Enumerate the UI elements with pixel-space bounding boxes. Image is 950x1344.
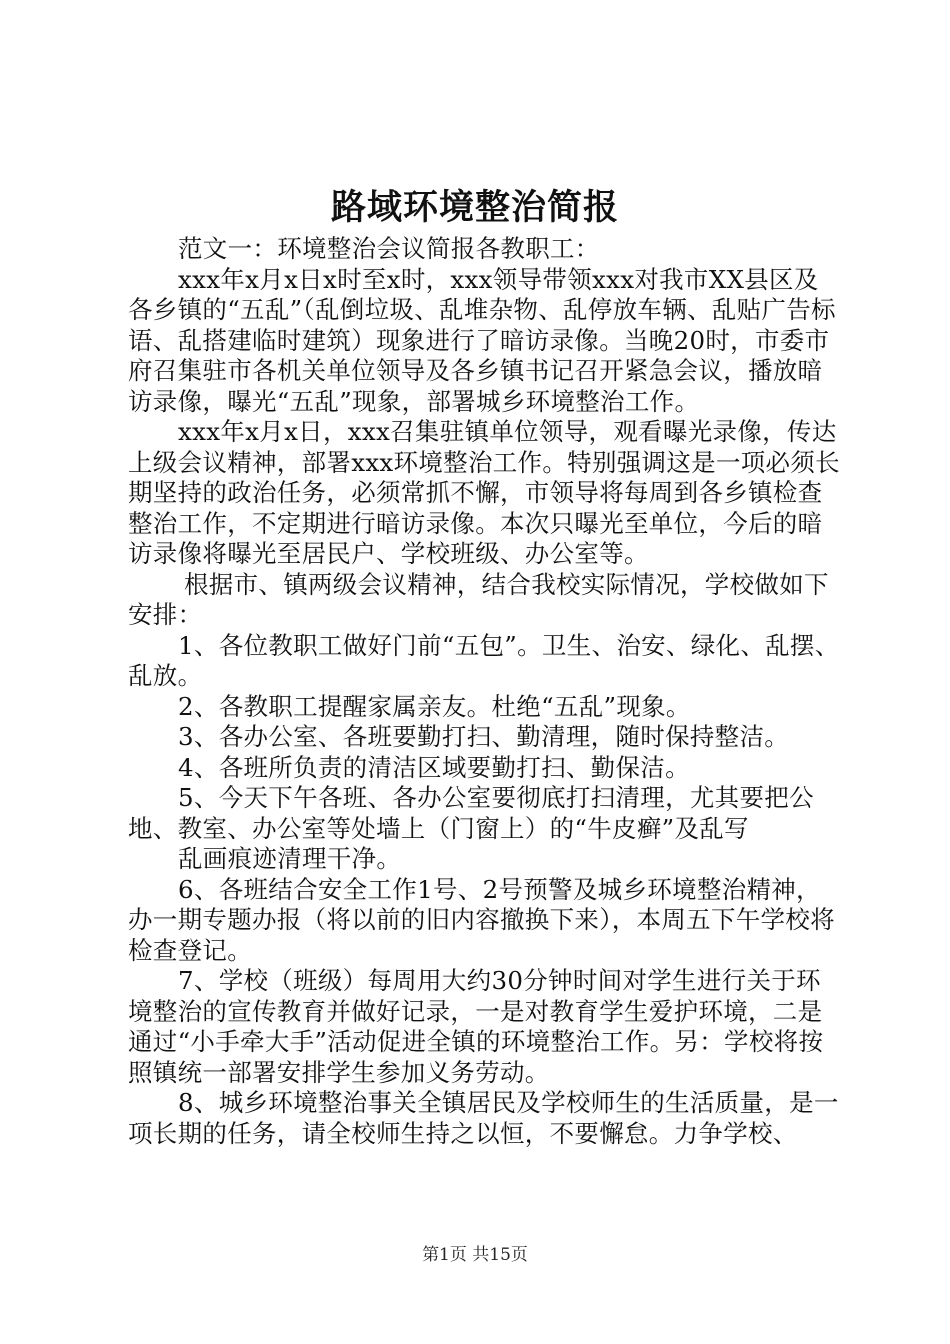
list-item-5: 5、今天下午各班、各办公室要彻底打扫清理，尤其要把公地、教室、办公室等处墙上（门窗上）的“牛皮癣”及乱写 [128, 783, 814, 843]
list-item-4: 4、各班所负责的清洁区域要勤打扫、勤保洁。 [178, 752, 690, 782]
paragraph-1: xxx年x月x日x时至x时，xxx领导带领xxx对我市XX县区及各乡镇的“五乱”（乱倒垃圾、乱堆杂物、乱停放车辆、乱贴广告标语、乱搭建临时建筑）现象进行了暗访录像。当晚20时，市委市府召集驻市各机关单位领导及各乡镇书记召开紧急会议，播放暗访录像，曝光“五乱”现象，部署城乡环境整治工作。 [128, 264, 836, 416]
list-item-5-continued: 乱画痕迹清理干净。 [178, 844, 402, 873]
paragraph-2: xxx年x月x日，xxx召集驻镇单位领导，观看曝光录像，传达上级会议精神，部署xxx环境整治工作。特别强调这是一项必须长期坚持的政治任务，必须常抓不懈，市领导将每周到各乡镇检查整治工作，不定期进行暗访录像。本次只曝光至单位，今后的暗访录像将曝光至居民户、学校班级、办公室等。 [128, 417, 840, 568]
page-footer: 第1页 共15页 [422, 1245, 528, 1265]
list-item-8: 8、城乡环境整治事关全镇居民及学校师生的生活质量，是一项长期的任务，请全校师生持之以恒，不要懈怠。力争学校、 [128, 1088, 839, 1148]
list-item-3: 3、各办公室、各班要勤打扫、勤清理，随时保持整洁。 [178, 722, 790, 751]
list-item-2: 2、各教职工提醒家属亲友。杜绝“五乱”现象。 [178, 691, 691, 721]
document-body [128, 234, 840, 1149]
paragraph-3: 根据市、镇两级会议精神，结合我校实际情况，学校做如下安排： [128, 569, 829, 629]
list-item-7: 7、学校（班级）每周用大约30分钟时间对学生进行关于环境整治的宣传教育并做好记录，一是对教育学生爱护环境，二是通过“小手牵大手”活动促进全镇的环境整治工作。另：学校将按照镇统一部署安排学生参加义务劳动。 [128, 966, 824, 1087]
list-item-1: 1、各位教职工做好门前“五包”。卫生、治安、绿化、乱摆、乱放。 [128, 630, 840, 690]
list-item-6: 6、各班结合安全工作1号、2号预警及城乡环境整治精神，办一期专题办报（将以前的旧内容撤换下来），本周五下午学校将检查登记。 [128, 874, 835, 965]
document-title: 路域环境整治简报 [330, 188, 619, 228]
paragraph-intro: 范文一：环境整治会议简报各教职工： [178, 234, 600, 263]
